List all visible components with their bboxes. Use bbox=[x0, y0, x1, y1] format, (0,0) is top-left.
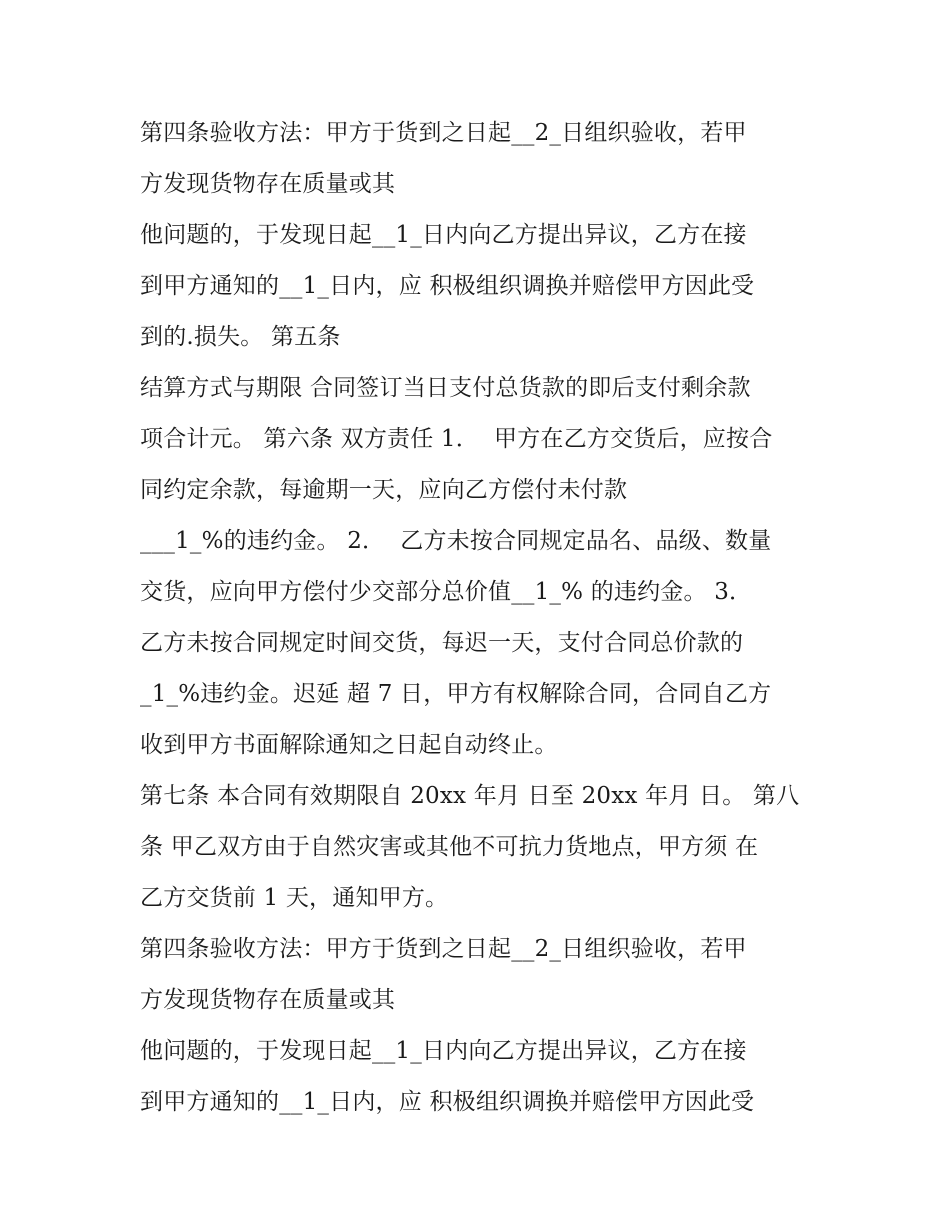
contract-text bbox=[140, 108, 820, 1128]
text-line: 乙方未按合同规定时间交货，每迟一天，支付合同总价款的 bbox=[140, 630, 744, 656]
text-line: 方发现货物存在质量或其 bbox=[140, 171, 396, 197]
text-line: 他问题的，于发现日起__1_日内向乙方提出异议，乙方在接 bbox=[140, 1038, 747, 1064]
text-line: 条 甲乙双方由于自然灾害或其他不可抗力货地点，甲方须 在 bbox=[140, 834, 759, 860]
text-line: 第四条验收方法：甲方于货到之日起__2_日组织验收，若甲 bbox=[140, 936, 747, 962]
text-line: 同约定余款，每逾期一天，应向乙方偿付未付款 bbox=[140, 477, 628, 503]
text-line: _1_%违约金。迟延 超 7 日，甲方有权解除合同，合同自乙方 bbox=[140, 681, 772, 707]
text-line: 乙方交货前 1 天，通知甲方。 bbox=[140, 885, 449, 911]
text-line: 交货，应向甲方偿付少交部分总价值__1_% 的违约金。 3． bbox=[140, 579, 753, 605]
text-line: 到甲方通知的__1_日内，应 积极组织调换并赔偿甲方因此受 bbox=[140, 273, 755, 299]
text-line: 到的.损失。 第五条 bbox=[140, 324, 341, 350]
text-line: 结算方式与期限 合同签订当日支付总货款的即后支付剩余款 bbox=[140, 375, 751, 401]
text-line: 到甲方通知的__1_日内，应 积极组织调换并赔偿甲方因此受 bbox=[140, 1089, 755, 1115]
text-line: 收到甲方书面解除通知之日起自动终止。 bbox=[140, 732, 558, 758]
text-line: 第四条验收方法：甲方于货到之日起__2_日组织验收，若甲 bbox=[140, 120, 747, 146]
text-line: 项合计元。 第六条 双方责任 1． 甲方在乙方交货后，应按合 bbox=[140, 426, 773, 452]
text-line: 他问题的，于发现日起__1_日内向乙方提出异议，乙方在接 bbox=[140, 222, 747, 248]
text-line: 第七条 本合同有效期限自 20xx 年月 日至 20xx 年月 日。 第八 bbox=[140, 783, 800, 809]
text-line: 方发现货物存在质量或其 bbox=[140, 987, 396, 1013]
text-line: ___1_%的违约金。 2． 乙方未按合同规定品名、品级、数量 bbox=[140, 528, 772, 554]
